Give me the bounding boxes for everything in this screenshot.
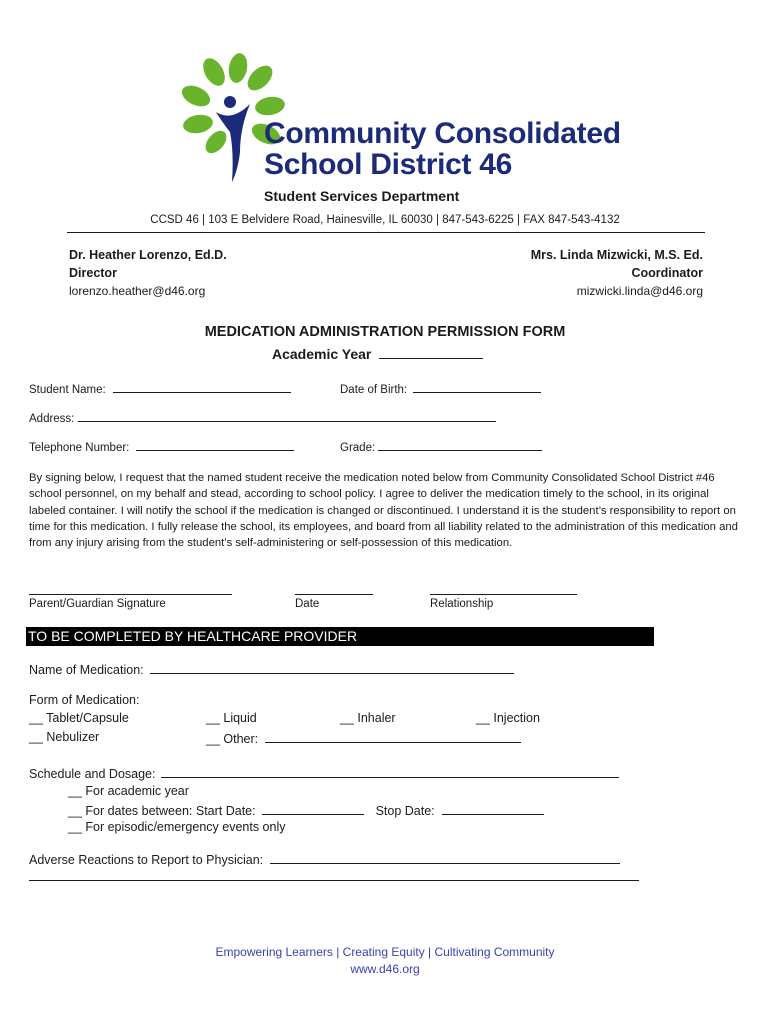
medication-name-label: Name of Medication: — [29, 663, 144, 677]
start-date-input[interactable] — [262, 802, 364, 815]
dob-input[interactable] — [413, 380, 541, 393]
inhaler-option[interactable]: __ Inhaler — [340, 711, 396, 725]
grade-input[interactable] — [378, 438, 542, 451]
telephone-field — [29, 438, 294, 454]
schedule-dosage-field — [29, 765, 619, 781]
injection-option[interactable]: __ Injection — [476, 711, 540, 725]
medication-name-field — [29, 661, 514, 677]
adverse-reactions-field — [29, 851, 620, 867]
footer-tagline: Empowering Learners | Creating Equity | Cultivating Community — [215, 945, 555, 959]
coordinator-title: Coordinator — [631, 266, 703, 280]
organization-name-line1: Community Consolidated — [264, 117, 621, 150]
start-date-label[interactable]: __ For dates between: Start Date: — [68, 804, 256, 818]
other-input[interactable] — [265, 730, 521, 743]
address-field — [29, 409, 496, 425]
header-divider — [67, 232, 705, 233]
address-input[interactable] — [78, 409, 496, 422]
adverse-reactions-label: Adverse Reactions to Report to Physician: — [29, 853, 264, 867]
grade-field — [340, 438, 542, 454]
other-option — [206, 730, 521, 746]
consent-paragraph: By signing below, I request that the named student receive the medication noted below from Community Consolidated School District #46 school personnel, on my behalf and stead, according to school policy. I agree to deliver the medication timely to the school, in its original labeled container. I will notify the school if the medication is changed or discontinued. I understand it is the student’s responsibility to report on time for this medication. I fully release the school, its employees, and board from all liability related to the administration of this medication and from any injury arising from the student’s self-administering or self-possession of this medication. — [29, 472, 738, 550]
dob-field — [340, 380, 541, 396]
form-title: MEDICATION ADMINISTRATION PERMISSION FORM — [204, 324, 566, 340]
other-option-label[interactable]: __ Other: — [206, 732, 259, 746]
student-name-label: Student Name: — [29, 384, 106, 396]
form-of-medication-label: Form of Medication: — [29, 693, 140, 707]
student-name-field — [29, 380, 291, 396]
address-label: Address: — [29, 413, 75, 425]
signature-label: Parent/Guardian Signature — [29, 598, 166, 610]
coordinator-email[interactable]: mizwicki.linda@d46.org — [576, 284, 703, 298]
director-contact — [69, 246, 227, 300]
tablet-capsule-option[interactable]: __ Tablet/Capsule — [29, 711, 129, 725]
academic-year-option[interactable]: __ For academic year — [68, 784, 189, 798]
coordinator-contact — [531, 246, 703, 300]
academic-year-input[interactable] — [379, 346, 483, 359]
telephone-input[interactable] — [136, 438, 294, 451]
medication-name-input[interactable] — [150, 661, 514, 674]
schedule-dosage-label: Schedule and Dosage: — [29, 767, 156, 781]
coordinator-name: Mrs. Linda Mizwicki, M.S. Ed. — [530, 248, 703, 262]
date-line[interactable] — [295, 594, 373, 595]
dates-between-field — [68, 802, 544, 818]
schedule-dosage-input[interactable] — [161, 765, 619, 778]
department-name: Student Services Department — [264, 188, 460, 204]
academic-year-label: Academic Year — [272, 346, 372, 362]
nebulizer-option[interactable]: __ Nebulizer — [29, 730, 100, 744]
organization-name — [264, 118, 621, 180]
telephone-label: Telephone Number: — [29, 442, 130, 454]
footer-website[interactable]: www.d46.org — [350, 962, 420, 976]
address-line: CCSD 46 | 103 E Belvidere Road, Hainesville, IL 60030 | 847-543-6225 | FAX 847-543-4132 — [150, 214, 620, 226]
provider-section-banner: TO BE COMPLETED BY HEALTHCARE PROVIDER — [26, 627, 654, 646]
director-name: Dr. Heather Lorenzo, Ed.D. — [69, 248, 227, 262]
director-email[interactable]: lorenzo.heather@d46.org — [69, 284, 206, 298]
relationship-line[interactable] — [430, 594, 577, 595]
director-title: Director — [69, 266, 117, 280]
date-label: Date — [295, 598, 320, 610]
signature-line[interactable] — [29, 594, 232, 595]
academic-year-field — [272, 346, 483, 362]
stop-date-input[interactable] — [442, 802, 544, 815]
grade-label: Grade: — [340, 442, 376, 454]
adverse-reactions-input[interactable] — [270, 851, 620, 864]
episodic-option[interactable]: __ For episodic/emergency events only — [68, 820, 286, 834]
adverse-reactions-input-line2[interactable] — [29, 880, 639, 881]
organization-name-line2: School District 46 — [264, 148, 513, 181]
liquid-option[interactable]: __ Liquid — [206, 711, 257, 725]
relationship-label: Relationship — [430, 598, 494, 610]
dob-label: Date of Birth: — [340, 384, 408, 396]
stop-date-label: Stop Date: — [375, 804, 435, 818]
student-name-input[interactable] — [113, 380, 291, 393]
